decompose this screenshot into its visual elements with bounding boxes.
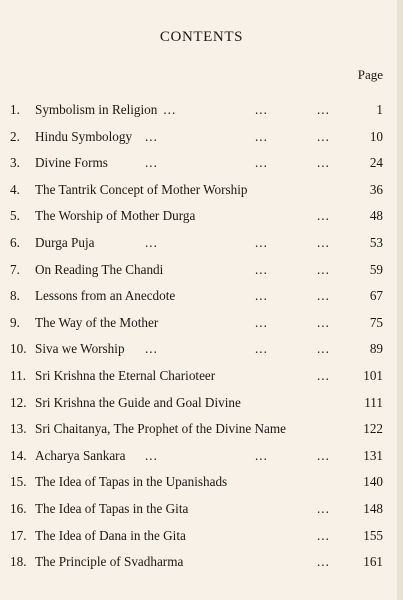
entry-title: The Tantrik Concept of Mother Worship — [35, 181, 248, 197]
toc-entry — [0, 177, 403, 204]
entry-number: 8. — [10, 288, 20, 304]
leader-dots: ... — [255, 341, 268, 357]
contents-list — [0, 97, 403, 576]
toc-entry — [0, 310, 403, 337]
leader-dots: ... — [145, 234, 158, 250]
entry-title: The Idea of Dana in the Gita — [35, 527, 186, 543]
entry-page-number: 48 — [369, 208, 383, 224]
leader-dots: ... — [255, 102, 268, 117]
entry-page-number: 122 — [363, 421, 383, 437]
entry-title: Hindu Symbology — [35, 128, 133, 144]
entry-title: The Way of the Mother — [35, 314, 159, 330]
toc-entry — [0, 523, 403, 550]
leader-dots: ... — [255, 234, 268, 250]
leader-dots: ... — [145, 341, 158, 357]
leader-dots: ... — [255, 128, 268, 144]
entry-number: 5. — [10, 208, 20, 224]
entry-number: 10. — [10, 341, 27, 357]
entry-title: Acharya Sankara — [35, 447, 126, 463]
entry-title: Sri Chaitanya, The Prophet of the Divine Name — [35, 421, 286, 437]
entry-title: The Worship of Mother Durga — [35, 208, 196, 224]
leader-dots: ... — [317, 128, 330, 144]
entry-title: The Idea of Tapas in the Gita — [35, 500, 189, 516]
leader-dots: ... — [317, 234, 330, 250]
leader-dots: ... — [317, 500, 330, 516]
toc-entry — [0, 124, 403, 151]
leader-dots: ... — [317, 341, 330, 357]
entry-title: The Idea of Tapas in the Upanishads — [35, 474, 228, 490]
entry-page-number: 1 — [376, 102, 383, 117]
toc-entry — [0, 443, 403, 470]
entry-number: 18. — [10, 554, 27, 570]
leader-dots: ... — [317, 314, 330, 330]
entry-page-number: 10 — [369, 128, 383, 144]
leader-dots: ... — [255, 155, 268, 171]
leader-dots: ... — [255, 288, 268, 304]
entry-title: Symbolism in Religion — [35, 102, 158, 117]
entry-page-number: 101 — [363, 367, 383, 383]
leader-dots: ... — [317, 102, 330, 117]
leader-dots: ... — [317, 155, 330, 171]
entry-number: 12. — [10, 394, 27, 410]
toc-entry — [0, 283, 403, 310]
entry-page-number: 67 — [369, 288, 383, 304]
entry-page-number: 89 — [369, 341, 383, 357]
toc-entry — [0, 549, 403, 576]
entry-number: 2. — [10, 128, 20, 144]
leader-dots: ... — [145, 447, 158, 463]
toc-entry — [0, 390, 403, 417]
leader-dots: ... — [317, 261, 330, 277]
leader-dots: ... — [145, 155, 158, 171]
leader-dots: ... — [317, 367, 330, 383]
entry-number: 16. — [10, 500, 27, 516]
leader-dots: ... — [163, 102, 177, 117]
toc-entry — [0, 230, 403, 257]
entry-number: 11. — [10, 367, 26, 383]
entry-number: 13. — [10, 421, 27, 437]
toc-entry — [0, 336, 403, 363]
entry-title: Sri Krishna the Eternal Charioteer — [35, 367, 216, 383]
leader-dots: ... — [317, 554, 330, 570]
entry-number: 1. — [10, 102, 20, 117]
entry-number: 14. — [10, 447, 27, 463]
entry-page-number: 59 — [369, 261, 383, 277]
toc-entry — [0, 97, 403, 124]
entry-title: On Reading The Chandi — [35, 261, 164, 277]
leader-dots: ... — [317, 447, 330, 463]
entry-page-number: 155 — [363, 527, 383, 543]
entry-page-number: 161 — [363, 554, 383, 570]
leader-dots: ... — [317, 208, 330, 224]
entry-title: Lessons from an Anecdote — [35, 288, 176, 304]
entry-page-number: 111 — [364, 394, 383, 410]
entry-number: 4. — [10, 181, 20, 197]
toc-entry — [0, 203, 403, 230]
entry-title: Sri Krishna the Guide and Goal Divine — [35, 394, 241, 410]
entry-page-number: 36 — [369, 181, 383, 197]
leader-dots: ... — [145, 128, 158, 144]
page-column-label: Page — [357, 67, 383, 82]
toc-entry — [0, 496, 403, 523]
entry-page-number: 131 — [363, 447, 383, 463]
entry-number: 6. — [10, 234, 20, 250]
leader-dots: ... — [317, 288, 330, 304]
toc-entry — [0, 469, 403, 496]
entry-title: Siva we Worship — [35, 341, 125, 357]
leader-dots: ... — [317, 527, 330, 543]
entry-title: The Principle of Svadharma — [35, 554, 184, 570]
entry-number: 3. — [10, 155, 20, 171]
entry-title: Divine Forms — [35, 155, 108, 171]
entry-page-number: 75 — [369, 314, 383, 330]
toc-entry — [0, 416, 403, 443]
entry-title: Durga Puja — [35, 234, 95, 250]
entry-number: 7. — [10, 261, 20, 277]
toc-entry — [0, 257, 403, 284]
entry-page-number: 24 — [369, 155, 383, 171]
entry-number: 15. — [10, 474, 27, 490]
entry-page-number: 148 — [363, 500, 383, 516]
leader-dots: ... — [255, 314, 268, 330]
entry-number: 17. — [10, 527, 27, 543]
page-title: CONTENTS — [159, 29, 244, 45]
toc-entry — [0, 363, 403, 390]
leader-dots: ... — [255, 261, 268, 277]
entry-number: 9. — [10, 314, 20, 330]
entry-page-number: 53 — [369, 234, 383, 250]
entry-page-number: 140 — [363, 474, 383, 490]
leader-dots: ... — [255, 447, 268, 463]
toc-entry — [0, 150, 403, 177]
